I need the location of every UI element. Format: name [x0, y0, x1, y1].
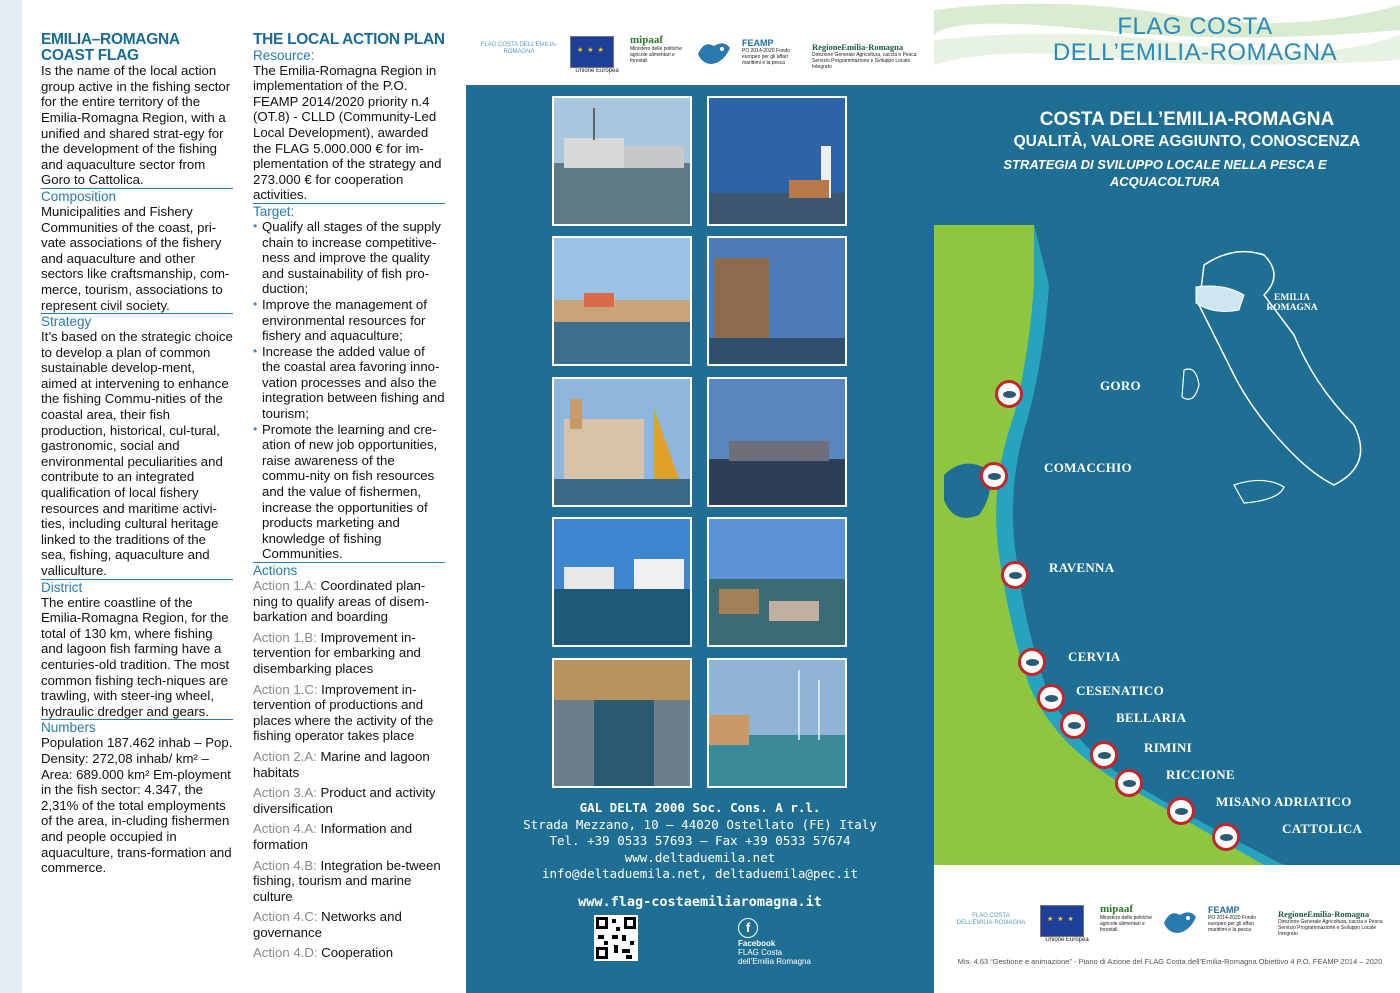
flag-mini-logo: FLAG COSTA DELL’EMILIA-ROMAGNA [480, 42, 558, 55]
mipaaf-logo-bottom: mipaaf Ministero delle politiche agricole alimentari e forestali [1100, 903, 1152, 933]
district-text: The entire coastline of the Emilia-Romagna Region, for the total of 130 km, where fishing and lagoon fish farming have a centuries-old tradition. The most common fishing tech-niques are trawling, with steer-ing wheel, hydraulic dredger and gears. [41, 594, 230, 719]
top-logo-strip [466, 0, 934, 85]
town-label-cesenatico: CESENATICO [1076, 683, 1165, 698]
flag-mini-logo-bottom: FLAG COSTA DELL’EMILIA-ROMAGNA [956, 913, 1026, 926]
fish-hand-icon [694, 36, 736, 72]
local-action-plan-column [253, 32, 445, 961]
target-item: • Promote the learning and cre-ation of new job opportunities, raise awareness of the commu-nity on fish resources and the value of fishermen, increase the opportunities of products marketing and knowledge of fishing Communities. [253, 422, 445, 562]
facebook-block[interactable] [738, 918, 812, 966]
local-action-plan-title: THE LOCAL ACTION PLAN [253, 31, 445, 48]
town-pin-cesenatico [1037, 684, 1065, 712]
eu-flag-icon [1040, 905, 1084, 937]
eu-logo-bottom: ★ ★ ★ Unione Europea [1040, 905, 1094, 944]
town-pin-cervia [1018, 648, 1046, 676]
town-pin-rimini [1090, 741, 1118, 769]
flag-costa-title: FLAG COSTA DELL’EMILIA-ROMAGNA [1052, 13, 1338, 66]
town-label-riccione: RICCIONE [1166, 767, 1235, 782]
photo-sailboats-canal [707, 658, 847, 788]
eu-flag-icon [570, 36, 614, 68]
facebook-page-name: FLAG Costa dell’Emilia Romagna [738, 948, 811, 966]
gal-address: Strada Mezzano, 10 – 44020 Ostellato (FE) Italy [523, 816, 877, 832]
target-list [253, 219, 445, 562]
action-item: Action 4.A: Information and formation [253, 821, 413, 852]
mipaaf-logo: mipaaf Ministero delle politiche agricole alimentari e forestali [630, 34, 682, 64]
target-item: • Qualify all stages of the supply chain to increase competitive-ness and improve the quality and sustainability of fish pro-duction; [253, 219, 445, 297]
photo-tower-harbor [707, 236, 847, 366]
action-item: Action 1.B: Improvement in-tervention for embarking and disembarking places [253, 629, 421, 676]
actions-heading: Actions [253, 562, 445, 578]
region-logo: RegioneEmilia-Romagna Direzione Generale Agricoltura, caccia e Pesca Servizio Programmazione e Sviluppo Locale Integrato [812, 42, 917, 70]
funding-footnote: Mis. 4.63 “Gestione e animazione” - Piano di Azione del FLAG Costa dell’Emilia-Romagna Obiettivo 4 P.O. FEAMP 2014 – 2020 [957, 957, 1383, 966]
feamp-logo: FEAMP PO 2014-2020 Fondo europeo per gli affari marittimi e la pesca [742, 38, 791, 66]
target-heading: Target: [253, 203, 445, 219]
town-label-ravenna: RAVENNA [1049, 560, 1115, 575]
target-item: • Increase the added value of the coastal area favoring inno-vation processes and also the integration between fishing and tourism; [253, 344, 445, 422]
action-item: Action 3.A: Product and activity diversification [253, 785, 436, 816]
town-pin-misano-adriatico [1167, 797, 1195, 825]
strategy-text: It’s based on the strategic choice to develop a plan of common sustainable develop-ment, aimed at intervening to enhance the fishing Commu-nities of the coastal area, their fish production, historical, cul-tural, gastronomic, social and environmental peculiarities and contribute to an integrated qualification of local fishery resources and maritime activi-ties, including cultural heritage linked to the traditions of the sea, fishing, aquaculture and valliculture. [41, 329, 233, 578]
town-pin-goro [995, 380, 1023, 408]
town-label-bellaria: BELLARIA [1116, 710, 1187, 725]
town-label-rimini: RIMINI [1144, 740, 1193, 755]
coast-flag-title: EMILIA–ROMAGNA COAST FLAG [41, 31, 180, 64]
bottom-logo-strip [934, 895, 1400, 955]
photo-dusk-harbor [707, 377, 847, 507]
action-item: Action 4.B: Integration be-tween fishing, tourism and marine culture [253, 857, 441, 904]
district-heading: District [41, 579, 233, 595]
strategy-subtitle: STRATEGIA DI SVILUPPO LOCALE NELLA PESCA E ACQUACOLTURA [1003, 157, 1327, 189]
gal-name: GAL DELTA 2000 Soc. Cons. A r.l. [579, 800, 821, 815]
photo-church-sails [552, 377, 692, 507]
target-item: • Improve the management of environmental resources for fishery and aquaculture; [253, 297, 445, 344]
strategy-heading: Strategy [41, 313, 233, 329]
eu-logo: ★ ★ ★ Unione Europea [570, 36, 624, 75]
town-pin-riccione [1115, 769, 1143, 797]
coast-flag-column [41, 32, 233, 876]
composition-text: Municipalities and Fishery Communities of the coast, pri-vate associations of the fishery and aquaculture and other sectors like craftsmanship, com-merce, tourism, associations to represent civil society. [41, 203, 230, 313]
town-label-cervia: CERVIA [1068, 649, 1121, 664]
composition-heading: Composition [41, 188, 233, 204]
gal-phone: Tel. +39 0533 57693 – Fax +39 0533 57674 [549, 833, 851, 848]
action-item: Action 2.A: Marine and lagoon habitats [253, 748, 430, 780]
town-pin-bellaria [1060, 711, 1088, 739]
numbers-text: Population 187.462 inhab – Pop. Density: 272,08 inhab/ km² – Area: 689.000 km² Em-ployment in the fish sector: 4.347, the 2,31% of the total employments of the area, in-cluding fishermen and people occupied in aquaculture, trans-formation and commerce. [41, 735, 233, 876]
main-title: COSTA DELL’EMILIA-ROMAGNA [1039, 109, 1335, 130]
resource-text: The Emilia-Romagna Region in implementation of the P.O. FEAMP 2014/2020 priority n.4 (OT.8) - CLLD (Community-Led Local Development), awarded the FLAG 5.000.000 € for im-plementation of the strategy and 273.000 € for cooperation activities. [253, 62, 442, 203]
town-label-cattolica: CATTOLICA [1282, 821, 1363, 836]
qr-code-icon[interactable] [594, 915, 638, 961]
action-item: Action 1.C: Improvement in-tervention of productions and places where the activity of the fishing operator takes place [253, 681, 434, 744]
photo-lighthouse [707, 96, 847, 226]
town-label-goro: GORO [1100, 378, 1141, 393]
photo-marina [552, 517, 692, 647]
contact-block [466, 800, 934, 883]
action-item: Action 4.D: Cooperation [253, 945, 394, 961]
photo-aerial-canal [552, 658, 692, 788]
gal-email[interactable]: info@deltaduemila.net, deltaduemila@pec.it [541, 866, 859, 881]
photo-fishing-boats [707, 517, 847, 647]
coast-flag-intro: Is the name of the local action group active in the fishing sector for the entire territory of the Emilia-Romagna Region, with a unified and shared strat-egy for the development of the fishing and aquaculture sector from Goro to Cattolica. [41, 63, 231, 188]
feamp-logo-bottom: FEAMP PO 2014-2020 Fondo europeo per gli affari marittimi e la pesca [1208, 905, 1257, 933]
photo-canal-town [552, 236, 692, 366]
town-pin-comacchio [980, 462, 1008, 490]
actions-list [253, 578, 445, 961]
flag-website-link[interactable]: www.flag-costaemiliaromagna.it [578, 894, 822, 910]
fish-hand-icon [1160, 905, 1202, 941]
town-label-comacchio: COMACCHIO [1044, 460, 1132, 475]
town-pin-ravenna [1001, 561, 1029, 589]
photo-harbor-boats [552, 96, 692, 226]
numbers-heading: Numbers [41, 719, 233, 735]
action-item: Action 1.A: Coordinated plan-ning to qualify areas of disem-barkation and boarding [253, 578, 429, 625]
facebook-label: Facebook [738, 939, 776, 948]
resource-heading: Resource: [253, 47, 315, 63]
town-pin-cattolica [1212, 823, 1240, 851]
gal-website[interactable]: www.deltaduemila.net [624, 849, 776, 865]
action-item: Action 4.C: Networks and governance [253, 909, 402, 940]
facebook-icon[interactable]: f [738, 918, 758, 938]
region-logo-bottom: RegioneEmilia-Romagna Direzione Generale Agricoltura, caccia e Pesca Servizio Programmazione e Sviluppo Locale Integrato [1278, 909, 1383, 937]
main-subtitle: QUALITÀ, VALORE AGGIUNTO, CONOSCENZA [1013, 133, 1361, 150]
emilia-romagna-label: EMILIA ROMAGNA [1266, 293, 1318, 313]
town-label-misano-adriatico: MISANO ADRIATICO [1216, 794, 1352, 809]
